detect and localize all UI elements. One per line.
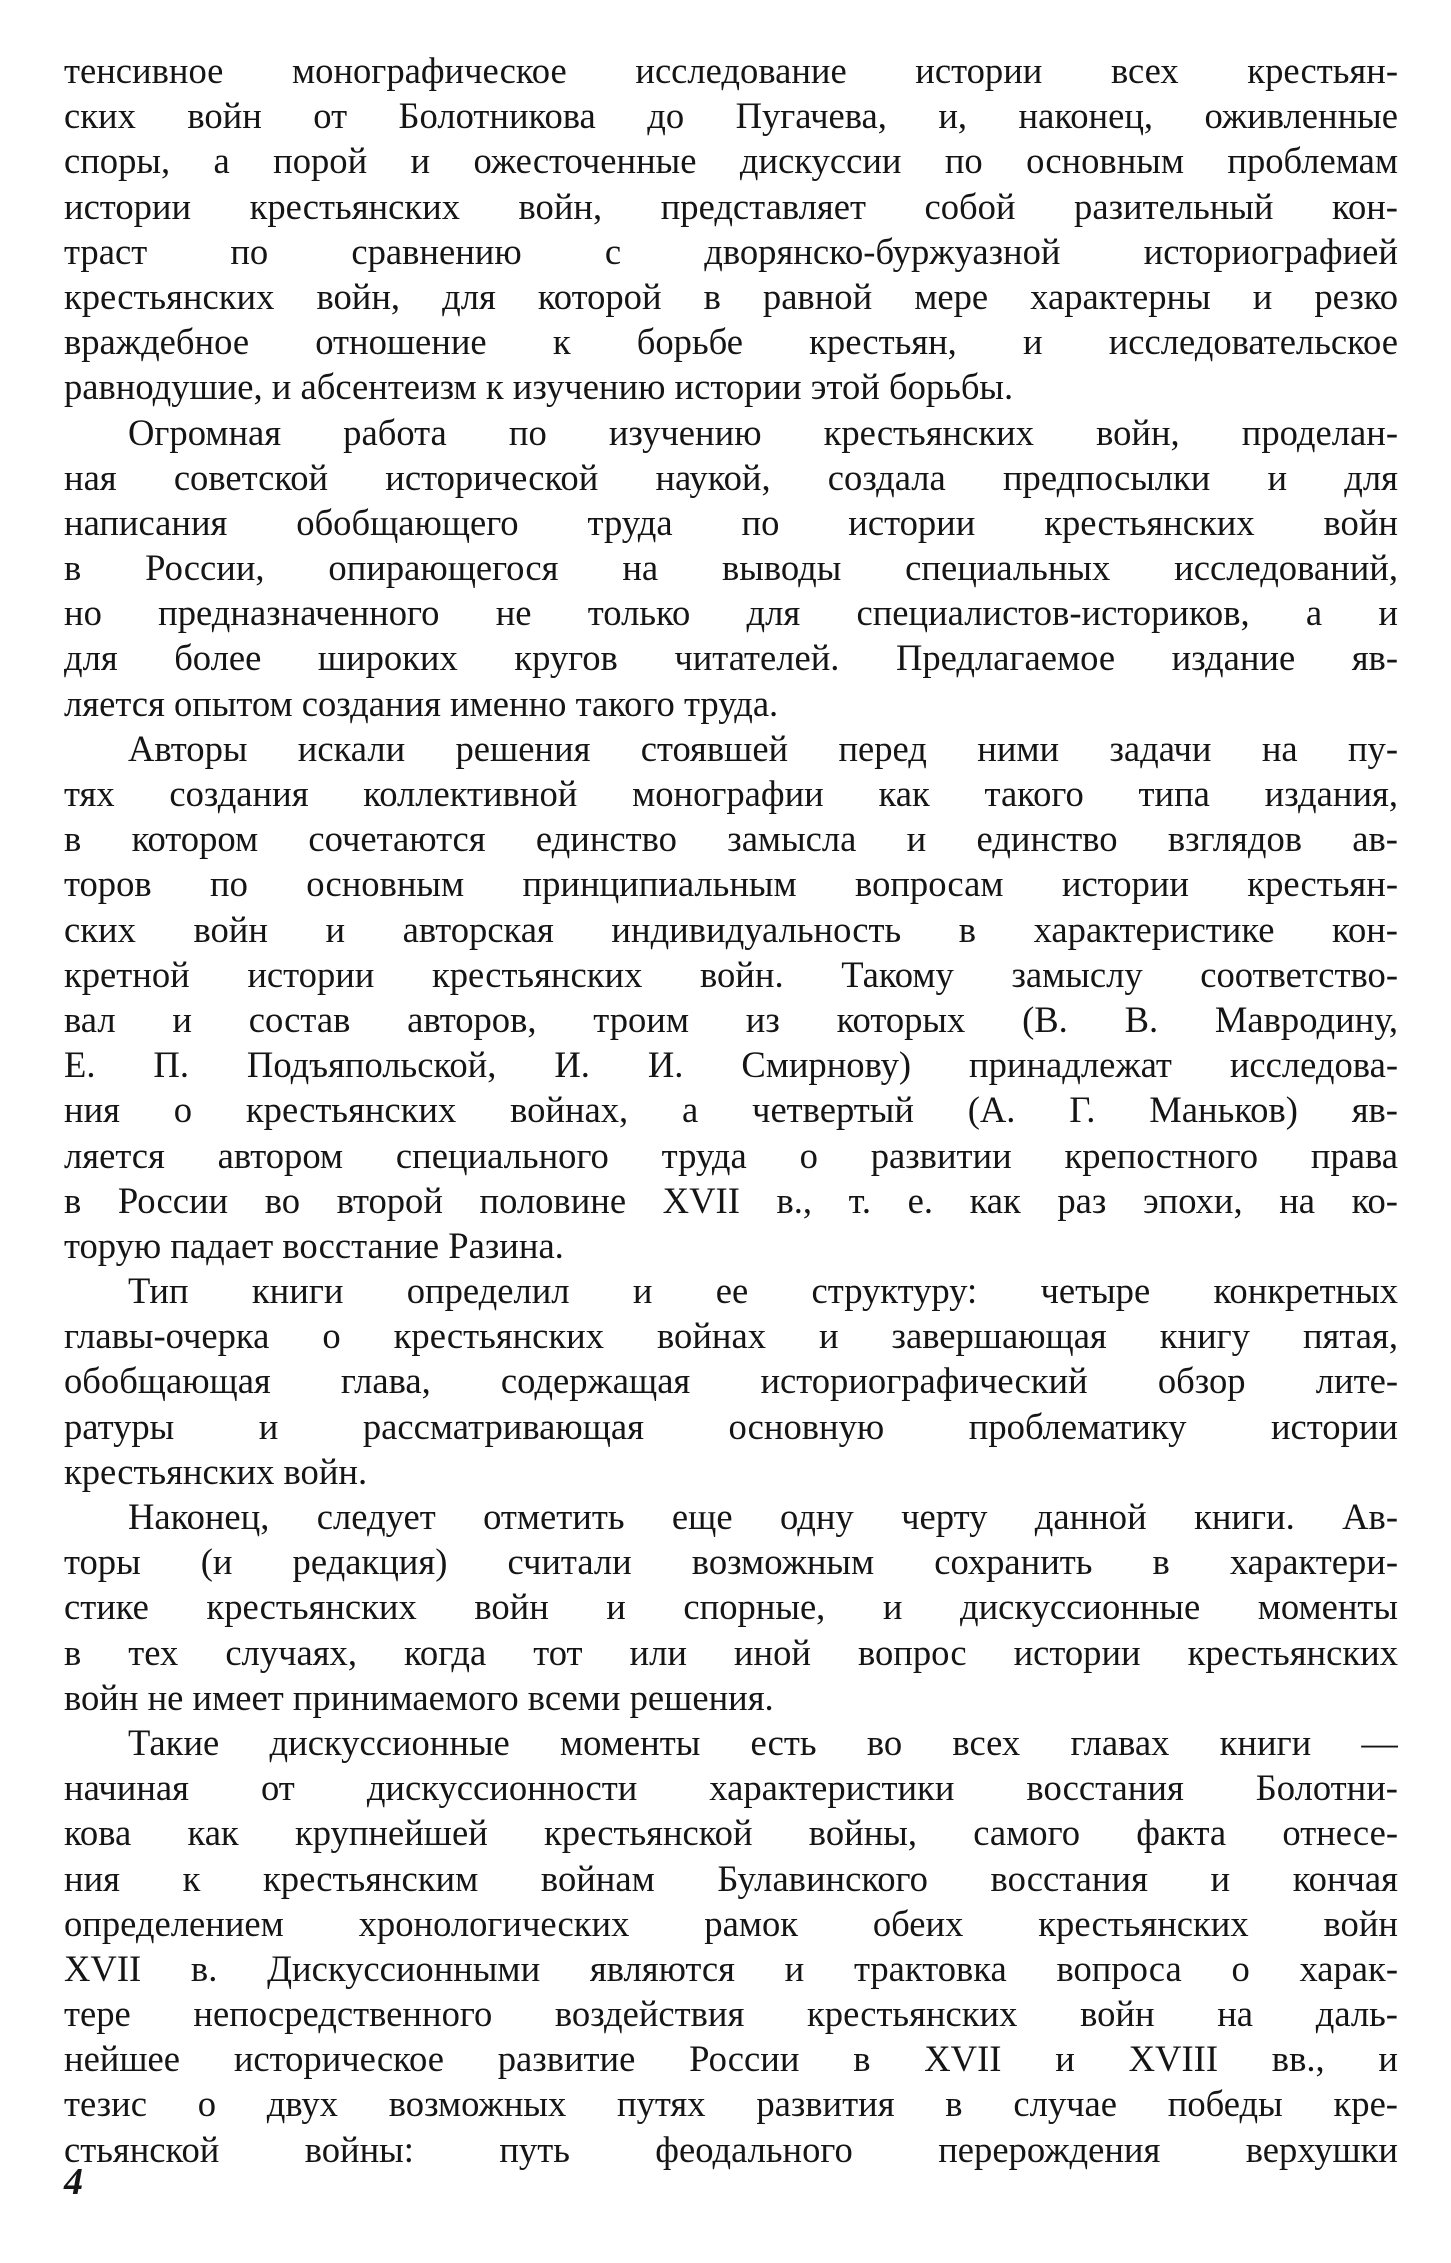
text-line: написания обобщающего труда по истории крестьянских войн (64, 501, 1398, 543)
text-line: ских войн и авторская индивидуальность в характеристике кон- (64, 908, 1398, 950)
text-line: равнодушие, и абсентеизм к изучению истории этой борьбы. (64, 366, 1014, 408)
text-line: главы-очерка о крестьянских войнах и завершающая книгу пятая, (64, 1315, 1398, 1357)
paragraph (64, 1720, 1398, 2172)
text-line: тезис о двух возможных путях развития в случае победы кре- (64, 2083, 1398, 2125)
paragraph (64, 726, 1398, 1268)
text-line: ляется опытом создания именно такого труда. (64, 682, 779, 724)
text-line: определением хронологических рамок обеих крестьянских войн (64, 1902, 1398, 1944)
text-line: ских войн от Болотникова до Пугачева, и, наконец, оживленные (64, 95, 1398, 137)
text-line: нейшее историческое развитие России в XVII и XVIII вв., и (64, 2038, 1398, 2080)
text-line: споры, а порой и ожесточенные дискуссии по основным проблемам (64, 140, 1398, 182)
text-line: для более широких кругов читателей. Предлагаемое издание яв- (64, 637, 1398, 679)
text-line: войн не имеет принимаемого всеми решения. (64, 1676, 774, 1718)
text-line: тях создания коллективной монографии как такого типа издания, (64, 773, 1398, 814)
paragraph (64, 1494, 1398, 1720)
text-line: торую падает восстание Разина. (64, 1224, 564, 1266)
text-line: ния о крестьянских войнах, а четвертый (А. Г. Маньков) яв- (64, 1089, 1398, 1131)
text-line: враждебное отношение к борьбе крестьян, и исследовательское (64, 321, 1398, 363)
text-line: кова как крупнейшей крестьянской войны, самого факта отнесе- (64, 1812, 1398, 1854)
text-line: ратуры и рассматривающая основную проблематику истории (64, 1405, 1398, 1447)
text-line: в России, опирающегося на выводы специальных исследований, (64, 547, 1398, 589)
text-line: Такие дискуссионные моменты есть во всех главах книги — (128, 1721, 1398, 1763)
text-line: тенсивное монографическое исследование истории всех крестьян- (64, 50, 1398, 91)
text-line: в России во второй половине XVII в., т. е. как раз эпохи, на ко- (64, 1179, 1398, 1221)
paragraph (64, 1268, 1398, 1494)
text-line: крестьянских войн. (64, 1450, 368, 1492)
text-line: Тип книги определил и ее структуру: четыре конкретных (128, 1270, 1398, 1312)
text-line: ная советской исторической наукой, создала предпосылки и для (64, 456, 1398, 498)
text-line: торы (и редакция) считали возможным сохранить в характери- (64, 1541, 1398, 1583)
text-line: ляется автором специального труда о развитии крепостного права (64, 1134, 1398, 1176)
text-line: ния к крестьянским войнам Булавинского восстания и кончая (64, 1857, 1398, 1899)
paragraph (64, 410, 1398, 726)
text-line: обобщающая глава, содержащая историографический обзор лите- (64, 1360, 1398, 1402)
text-line: XVII в. Дискуссионными являются и трактовка вопроса о харак- (64, 1947, 1398, 1989)
text-line: в тех случаях, когда тот или иной вопрос истории крестьянских (64, 1631, 1398, 1673)
text-line: стьянской войны: путь феодального перерождения верхушки (64, 2128, 1398, 2170)
text-line: но предназначенного не только для специалистов-историков, а и (64, 592, 1398, 634)
paragraph (64, 48, 1398, 410)
text-line: стике крестьянских войн и спорные, и дискуссионные моменты (64, 1586, 1398, 1628)
text-line: начиная от дискуссионности характеристики восстания Болотни- (64, 1767, 1398, 1809)
text-line: крестьянских войн, для которой в равной мере характерны и резко (64, 275, 1398, 317)
text-line: вал и состав авторов, троим из которых (В. В. Мавродину, (64, 998, 1398, 1040)
text-line: тере непосредственного воздействия крестьянских войн на даль- (64, 1993, 1398, 2035)
text-line: Огромная работа по изучению крестьянских войн, проделан- (128, 411, 1398, 453)
text-line: в котором сочетаются единство замысла и единство взглядов ав- (64, 818, 1398, 860)
text-line: Авторы искали решения стоявшей перед ними задачи на пу- (128, 727, 1398, 769)
text-line: истории крестьянских войн, представляет собой разительный кон- (64, 185, 1398, 227)
text-line: кретной истории крестьянских войн. Такому замыслу соответство- (64, 953, 1398, 995)
text-line: Наконец, следует отметить еще одну черту данной книги. Ав- (128, 1496, 1398, 1537)
text-line: торов по основным принципиальным вопросам истории крестьян- (64, 863, 1398, 905)
text-line: траст по сравнению с дворянско-буржуазной историографией (64, 230, 1398, 272)
text-line: Е. П. Подъяпольской, И. И. Смирнову) принадлежат исследова- (64, 1044, 1398, 1086)
page-number: 4 (64, 2161, 83, 2203)
body-text (64, 48, 1398, 2172)
